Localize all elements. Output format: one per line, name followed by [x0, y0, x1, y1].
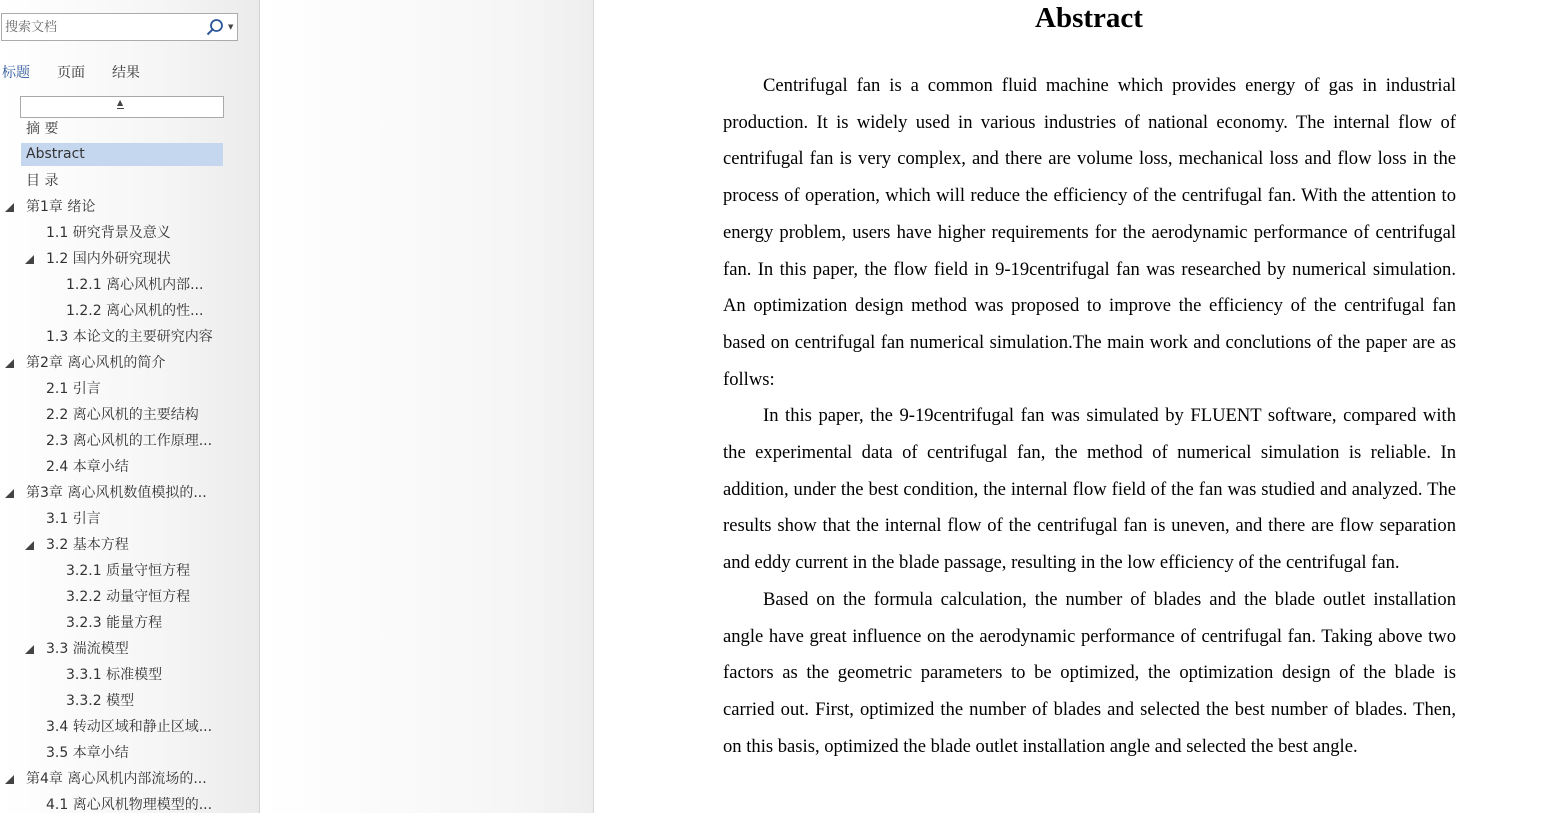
outline-heading-label: 2.3 离心风机的工作原理... [46, 433, 213, 449]
outline-heading[interactable] [0, 350, 259, 376]
outline-heading[interactable] [0, 688, 259, 714]
outline-heading-label: 3.2 基本方程 [46, 537, 129, 553]
document-body [723, 68, 1456, 765]
expand-triangle-icon[interactable] [5, 203, 14, 212]
outline-heading-label: 3.2.1 质量守恒方程 [66, 563, 191, 579]
outline-heading-label: 3.2.3 能量方程 [66, 615, 163, 631]
search-icon [205, 18, 225, 38]
collapse-all-button[interactable] [20, 96, 224, 118]
outline-heading-label: 1.3 本论文的主要研究内容 [46, 329, 213, 345]
outline-heading-label: 2.1 引言 [46, 381, 101, 397]
search-button[interactable] [202, 17, 236, 37]
outline-heading-label: 3.3 湍流模型 [46, 641, 129, 657]
navigation-pane [0, 0, 260, 813]
outline-heading-label: 2.2 离心风机的主要结构 [46, 407, 199, 423]
outline-heading[interactable] [0, 246, 259, 272]
outline-heading-label: 3.1 引言 [46, 511, 101, 527]
abstract-paragraph: Based on the formula calculation, the number of blades and the blade outlet installation angle have great influence on the aerodynamic performance of centrifugal fan. Taking above two factors as the geometric parameters to be optimized, the optimization design of the blade is carried out. First, optimized the number of blades and selected the best number of blades. Then, on this basis, optimized the blade outlet installation angle and selected the best angle. [723, 588, 1456, 757]
outline-heading-label: 目 录 [26, 173, 59, 189]
outline-heading[interactable] [0, 428, 259, 454]
outline-heading[interactable] [0, 636, 259, 662]
outline-heading-label: 3.3.2 模型 [66, 693, 135, 709]
expand-triangle-icon[interactable] [25, 541, 34, 550]
outline-heading-label: 1.2.1 离心风机内部... [66, 277, 204, 293]
outline-heading-label: 1.2 国内外研究现状 [46, 251, 171, 267]
outline-heading-label: 4.1 离心风机物理模型的... [46, 797, 213, 813]
expand-triangle-icon[interactable] [5, 359, 14, 368]
outline-heading[interactable] [0, 142, 259, 168]
outline-heading[interactable] [0, 584, 259, 610]
outline-heading-label: 第3章 离心风机数值模拟的... [26, 485, 207, 501]
outline-heading[interactable] [0, 168, 259, 194]
chevron-down-icon[interactable]: ▼ [228, 23, 234, 31]
expand-triangle-icon[interactable] [5, 489, 14, 498]
outline-heading-label: 2.4 本章小结 [46, 459, 129, 475]
tab-headings[interactable]: 标题 [2, 65, 30, 81]
outline-heading[interactable] [0, 402, 259, 428]
collapse-up-icon: ▲ [117, 98, 124, 107]
outline-heading[interactable] [0, 506, 259, 532]
outline-heading[interactable] [0, 532, 259, 558]
outline-heading[interactable] [0, 194, 259, 220]
outline-heading-label: 摘 要 [26, 121, 59, 137]
outline-heading[interactable] [0, 324, 259, 350]
search-box [1, 13, 238, 41]
expand-triangle-icon[interactable] [25, 645, 34, 654]
expand-triangle-icon[interactable] [5, 775, 14, 784]
outline-heading-label: 第2章 离心风机的简介 [26, 355, 166, 371]
outline-heading-label: 第4章 离心风机内部流场的... [26, 771, 207, 787]
outline-heading[interactable] [0, 220, 259, 246]
search-input[interactable] [5, 17, 195, 37]
outline-heading[interactable] [0, 740, 259, 766]
outline-heading-label: 1.1 研究背景及意义 [46, 225, 171, 241]
outline-heading[interactable] [0, 714, 259, 740]
outline-heading-label: 3.4 转动区域和静止区域... [46, 719, 213, 735]
document-title: Abstract [1035, 2, 1143, 34]
outline-heading-label: 3.3.1 标准模型 [66, 667, 163, 683]
outline-heading[interactable] [0, 662, 259, 688]
outline-heading[interactable] [0, 558, 259, 584]
outline-heading-label: 1.2.2 离心风机的性... [66, 303, 204, 319]
tab-results[interactable]: 结果 [112, 65, 140, 81]
outline-heading[interactable] [0, 376, 259, 402]
outline-heading-label: 第1章 绪论 [26, 199, 96, 215]
outline-heading-label: Abstract [21, 143, 223, 166]
abstract-paragraph: In this paper, the 9-19centrifugal fan was simulated by FLUENT software, compared with the experimental data of centrifugal fan, the method of numerical simulation is reliable. In addition, under the best condition, the internal flow field of the fan was studied and analyzed. The results show that the internal flow of the centrifugal fan is uneven, and there are flow separation and eddy current in the blade passage, resulting in the low efficiency of the centrifugal fan. [723, 405, 1456, 574]
outline-heading[interactable] [0, 454, 259, 480]
outline-heading[interactable] [0, 610, 259, 636]
document-page[interactable] [594, 0, 1561, 813]
outline-heading[interactable] [0, 480, 259, 506]
outline-heading[interactable] [0, 272, 259, 298]
outline-heading-label: 3.5 本章小结 [46, 745, 129, 761]
outline-heading[interactable] [0, 116, 259, 142]
outline-heading-label: 3.2.2 动量守恒方程 [66, 589, 191, 605]
tab-pages[interactable]: 页面 [57, 65, 85, 81]
document-background [260, 0, 594, 813]
outline-heading[interactable] [0, 766, 259, 792]
outline-heading[interactable] [0, 298, 259, 324]
outline-heading[interactable] [0, 792, 259, 813]
expand-triangle-icon[interactable] [25, 255, 34, 264]
abstract-paragraph: Centrifugal fan is a common fluid machine which provides energy of gas in industrial production. It is widely used in various industries of national economy. The internal flow of centrifugal fan is very complex, and there are volume loss, mechanical loss and flow loss in the process of operation, which will reduce the efficiency of the centrifugal fan. With the attention to energy problem, users have higher requirements for the aerodynamic performance of centrifugal fan. In this paper, the flow field in 9-19centrifugal fan was researched by numerical simulation. An optimization design method was proposed to improve the efficiency of the centrifugal fan based on centrifugal fan numerical simulation.The main work and conclutions of the paper are as follws: [723, 75, 1456, 390]
